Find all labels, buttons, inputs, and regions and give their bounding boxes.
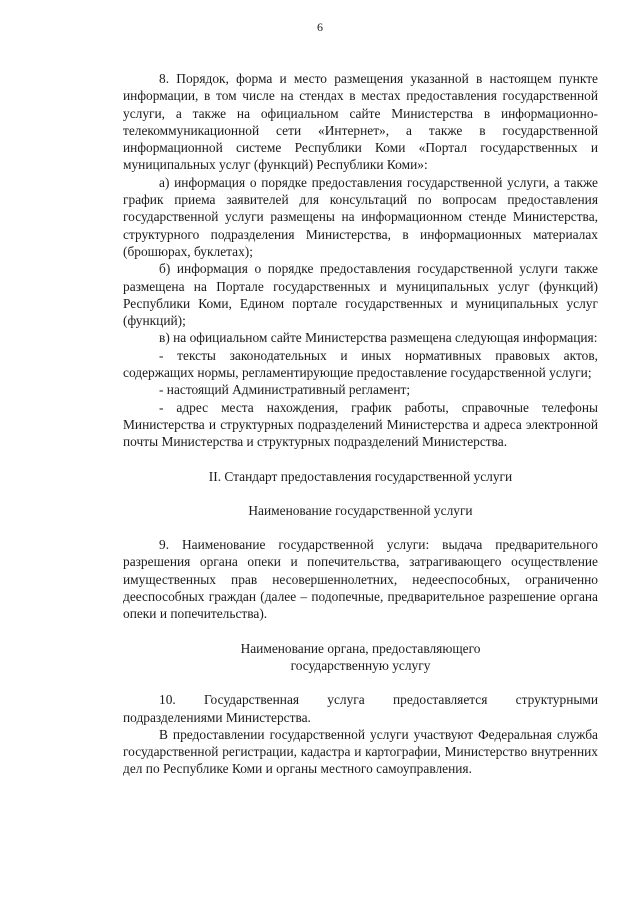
section-title: II. Стандарт предоставления государственной услуги xyxy=(208,468,513,484)
list-item-contacts: - адрес места нахождения, график работы, справочные телефоны Министерства и структурных подразделений Министерства и адреса электронной почты Министерства и структурных подразделений Министерства. xyxy=(123,399,598,450)
list-item-legal-acts: - тексты законодательных и иных нормативных правовых актов, содержащих нормы, регламентирующие предоставление государственной услуги; xyxy=(123,347,598,381)
document-body xyxy=(123,70,598,778)
subsection-title-service-name: Наименование государственной услуги xyxy=(248,502,473,518)
paragraph-10: 10. Государственная услуга предоставляется структурными подразделениями Министерства. xyxy=(123,692,598,725)
subsection-title-authority-line1: Наименование органа, предоставляющего xyxy=(240,640,481,656)
subsection-title-authority-line2: государственную услугу xyxy=(290,657,431,673)
list-item-regulation: - настоящий Административный регламент; xyxy=(159,382,411,398)
paragraph-8a: а) информация о порядке предоставления государственной услуги, а также график приема заявителей для консультаций по вопросам предоставления государственной услуги размещены на информационном стенде Министерства, структурного подразделения Министерства, в информационных материалах (брошюрах, буклетах); xyxy=(123,174,598,259)
paragraph-9: 9. Наименование государственной услуги: выдача предварительного разрешения органа опеки и попечительства, затрагивающего осуществление имущественных прав несовершеннолетних, недееспособных, ограниченно дееспособных граждан (далее – подопечные, предварительное разрешение органа опеки и попечительства). xyxy=(123,537,598,622)
paragraph-8v: в) на официальном сайте Министерства размещена следующая информация: xyxy=(159,330,598,346)
paragraph-8b: б) информация о порядке предоставления государственной услуги также размещена на Портале государственных и муниципальных услуг (функций) Республики Коми, Едином портале государственных и муниципальных услуг (функций); xyxy=(123,261,598,329)
paragraph-8: 8. Порядок, форма и место размещения указанной в настоящем пункте информации, в том числе на стендах в местах предоставления государственной услуги, а также на официальном сайте Министерства в информационно-телекоммуникационной сети «Интернет», а также в государственной информационной системе Республики Коми «Портал государственных и муниципальных услуг (функций) Республики Коми»: xyxy=(123,71,598,173)
page-number: 6 xyxy=(317,20,323,34)
paragraph-10-participants: В предоставлении государственной услуги участвуют Федеральная служба государственной регистрации, кадастра и картографии, Министерство внутренних дел по Республике Коми и органы местного самоуправления. xyxy=(123,726,598,777)
